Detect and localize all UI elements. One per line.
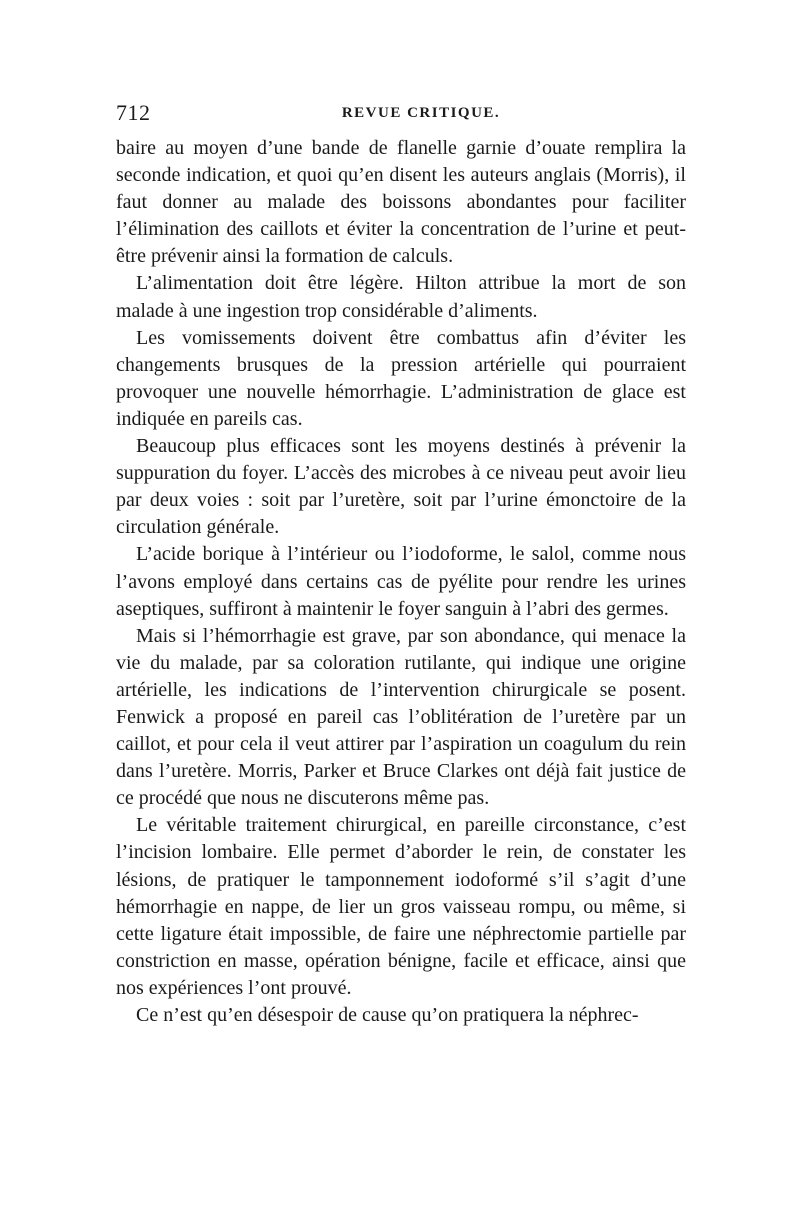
page-number: 712 <box>116 100 151 125</box>
paragraph-acide-borique: L’acide borique à l’intérieur ou l’iodoforme, le salol, comme nous l’avons employé dans certains cas de pyélite pour rendre les urines aseptiques, suffiront à maintenir le foyer sanguin à l’abri des germes. <box>116 543 686 620</box>
paragraph-suppuration: Beaucoup plus efficaces sont les moyens destinés à prévenir la suppuration du foyer. L’accès des microbes à ce niveau peut avoir lieu par deux voies : soit par l’uretère, soit par l’urine émonctoire de la circulation générale. <box>116 435 686 539</box>
body-text <box>116 135 686 1029</box>
paragraph-vomissements: Les vomissements doivent être combattus afin d’éviter les changements brusques de la pression artérielle qui pourraient provoquer une nouvelle hémorrhagie. L’administration de glace est indiquée en pareils cas. <box>116 326 686 430</box>
paragraph-nephrectomie: Ce n’est qu’en désespoir de cause qu’on pratiquera la néphrec- <box>136 1004 639 1026</box>
running-head <box>116 100 686 130</box>
paragraph-continued: baire au moyen d’une bande de flanelle garnie d’ouate remplira la seconde indication, et quoi qu’en disent les auteurs anglais (Morris), il faut donner au malade des boissons abondantes pour faciliter l’élimination des caillots et éviter la concentration de l’urine et peut-être prévenir ainsi la formation de calculs. <box>116 137 686 268</box>
paragraph-traitement-chirurgical: Le véritable traitement chirurgical, en pareille circonstance, c’est l’incision lombaire. Elle permet d’aborder le rein, de constater les lésions, de pratiquer le tamponnement iodoformé s’il s’agit d’une hémorrhagie en nappe, de lier un gros vaisseau rompu, ou même, si cette ligature était impossible, de faire une néphrectomie partielle par constriction en masse, opération bénigne, facile et efficace, ainsi que nos expériences l’ont prouvé. <box>116 814 686 999</box>
paragraph-hemorrhagie-grave: Mais si l’hémorrhagie est grave, par son abondance, qui menace la vie du malade, par sa coloration rutilante, qui indique une origine artérielle, les indications de l’intervention chirurgicale se posent. Fenwick a proposé en pareil cas l’oblitération de l’uretère par un caillot, et pour cela il veut attirer par l’aspiration un coagulum du rein dans l’uretère. Morris, Parker et Bruce Clarkes ont déjà fait justice de ce procédé que nous ne discuterons même pas. <box>116 624 686 810</box>
running-title: REVUE CRITIQUE. <box>341 105 501 121</box>
paragraph-alimentation: L’alimentation doit être légère. Hilton attribue la mort de son malade à une ingestion trop considérable d’aliments. <box>116 272 686 322</box>
